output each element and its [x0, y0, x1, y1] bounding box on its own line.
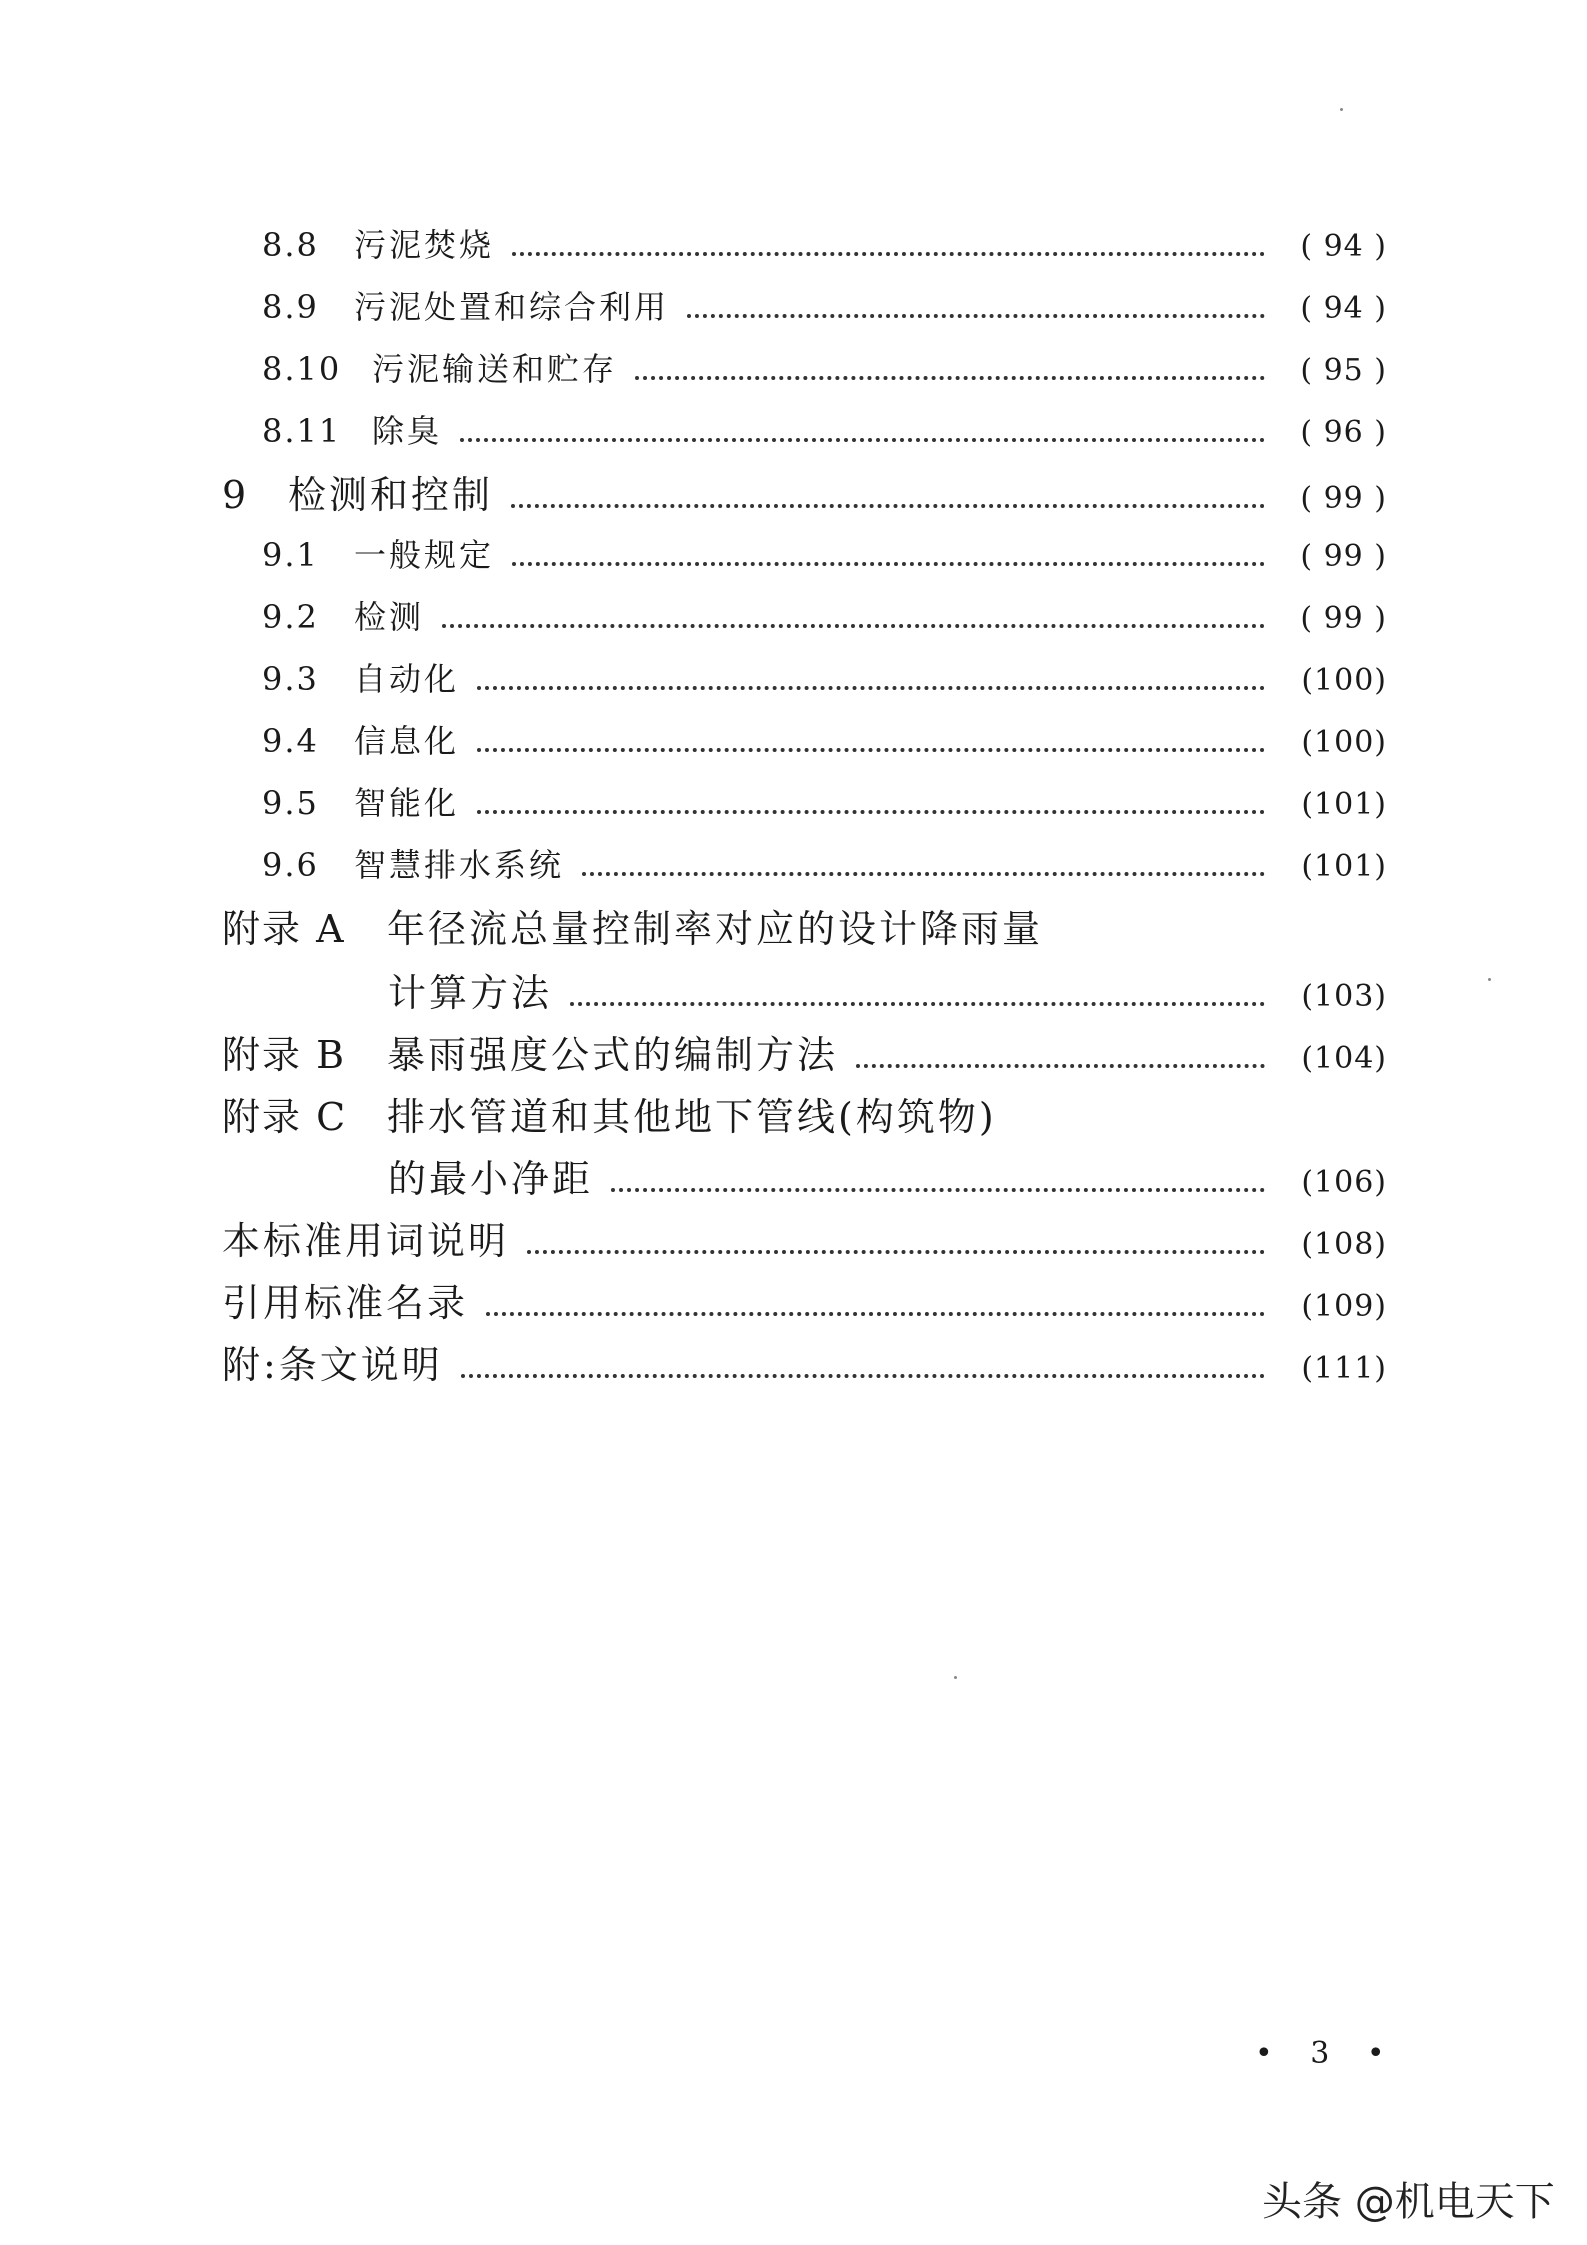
- toc-entry-8-11[interactable]: [262, 406, 1387, 452]
- toc-entry-title: 年径流总量控制率对应的设计降雨量: [387, 907, 1044, 951]
- toc-entry-page: (101): [1301, 849, 1387, 884]
- toc-entry-number: 8.8: [262, 226, 319, 264]
- page-number: • 3 •: [1255, 2036, 1399, 2071]
- dot-leader: [512, 252, 1265, 256]
- scan-speck: [1340, 108, 1343, 111]
- toc-entry-9-5[interactable]: [262, 778, 1387, 824]
- toc-entry-page: (106): [1301, 1165, 1387, 1200]
- toc-entry-title: 污泥输送和贮存: [372, 350, 618, 388]
- dot-leader: [477, 748, 1265, 752]
- toc-entry-title: 暴雨强度公式的编制方法: [387, 1033, 839, 1077]
- toc-entry-9-3[interactable]: [262, 654, 1387, 700]
- toc-entry-number: 8.10: [262, 350, 342, 388]
- toc-entry-title: 污泥处置和综合利用: [354, 288, 670, 326]
- toc-entry-number: 附录 A: [222, 907, 346, 951]
- toc-entry-title: 检测和控制: [288, 473, 494, 517]
- toc-entry-page: (100): [1301, 725, 1387, 760]
- toc-entry-number: 附录 C: [222, 1095, 348, 1139]
- toc-entry-number: 8.9: [262, 288, 319, 326]
- toc-entry-number: 9.5: [262, 784, 319, 822]
- dot-leader: [442, 624, 1265, 628]
- scan-speck: [954, 1676, 957, 1679]
- dot-leader: [511, 504, 1265, 508]
- toc-entry-appendix-b[interactable]: [222, 1024, 1387, 1079]
- scan-speck: [1488, 978, 1491, 981]
- toc-entry-9-1[interactable]: [262, 530, 1387, 576]
- toc-entry-number: 附录 B: [222, 1033, 347, 1077]
- dot-leader: [461, 1374, 1265, 1378]
- toc-entry-page: (108): [1301, 1227, 1387, 1262]
- dot-leader: [687, 314, 1265, 318]
- toc-entry-title: 自动化: [354, 660, 460, 698]
- toc-entry-title-continued: 的最小净距: [388, 1157, 594, 1201]
- toc-entry-title: 信息化: [354, 722, 460, 760]
- toc-entry-8-10[interactable]: [262, 344, 1387, 390]
- toc-entry-number: 8.11: [262, 412, 342, 450]
- toc-entry-page: (104): [1301, 1041, 1387, 1076]
- toc-entry-page: ( 94 ): [1300, 229, 1387, 264]
- toc-entry-title: 智慧排水系统: [354, 846, 565, 884]
- toc-entry-chapter-9[interactable]: [222, 464, 1387, 519]
- toc-entry-page: ( 99 ): [1300, 601, 1387, 636]
- toc-entry-9-6[interactable]: [262, 840, 1387, 886]
- dot-leader: [582, 872, 1265, 876]
- dot-leader: [635, 376, 1265, 380]
- toc-entry-number: 9.4: [262, 722, 319, 760]
- toc-entry-page: ( 94 ): [1300, 291, 1387, 326]
- toc-entry-title: 智能化: [354, 784, 460, 822]
- toc-entry-appendix-c[interactable]: [222, 1086, 1387, 1141]
- toc-entry-page: (101): [1301, 787, 1387, 822]
- toc-entry-number: 9.2: [262, 598, 319, 636]
- toc-entry-appendix-c-continued[interactable]: [388, 1148, 1387, 1203]
- watermark: 头条 @机电天下: [1262, 2179, 1555, 2225]
- toc-entry-title: 排水管道和其他地下管线(构筑物): [387, 1095, 997, 1139]
- toc-entry-title: 污泥焚烧: [354, 226, 495, 264]
- dot-leader: [611, 1188, 1265, 1192]
- toc-entry-9-2[interactable]: [262, 592, 1387, 638]
- toc-entry-title-continued: 计算方法: [388, 971, 553, 1015]
- toc-entry-page: (100): [1301, 663, 1387, 698]
- toc-entry-page: (103): [1301, 979, 1387, 1014]
- toc-entry-appendix-a-continued[interactable]: [388, 962, 1387, 1017]
- toc-entry-number: 9: [222, 473, 249, 517]
- toc-entry-page: ( 99 ): [1300, 539, 1387, 574]
- toc-entry-8-9[interactable]: [262, 282, 1387, 328]
- toc-entry-terms-explanation[interactable]: [222, 1210, 1387, 1265]
- toc-entry-number: 9.6: [262, 846, 319, 884]
- dot-leader: [477, 810, 1265, 814]
- dot-leader: [460, 438, 1265, 442]
- toc-entry-page: (111): [1301, 1351, 1387, 1386]
- dot-leader: [527, 1250, 1265, 1254]
- toc-entry-page: ( 99 ): [1300, 481, 1387, 516]
- toc-entry-appendix-a[interactable]: [222, 898, 1387, 953]
- toc-entry-9-4[interactable]: [262, 716, 1387, 762]
- dot-leader: [570, 1002, 1265, 1006]
- toc-entry-title: 引用标准名录: [222, 1281, 469, 1325]
- toc-entry-title: 检测: [354, 598, 425, 636]
- toc-entry-number: 9.3: [262, 660, 319, 698]
- dot-leader: [856, 1064, 1265, 1068]
- toc-entry-page: ( 96 ): [1300, 415, 1387, 450]
- dot-leader: [486, 1312, 1265, 1316]
- toc-entry-8-8[interactable]: [262, 220, 1387, 266]
- toc-entry-clause-explanation[interactable]: [222, 1334, 1387, 1389]
- toc-entry-page: ( 95 ): [1300, 353, 1387, 388]
- dot-leader: [512, 562, 1265, 566]
- toc-entry-title: 附:条文说明: [222, 1343, 443, 1387]
- toc-entry-referenced-standards[interactable]: [222, 1272, 1387, 1327]
- toc-entry-title: 除臭: [372, 412, 443, 450]
- dot-leader: [477, 686, 1265, 690]
- toc-entry-number: 9.1: [262, 536, 319, 574]
- toc-entry-title: 本标准用词说明: [222, 1219, 510, 1263]
- toc-entry-title: 一般规定: [354, 536, 495, 574]
- toc-entry-page: (109): [1301, 1289, 1387, 1324]
